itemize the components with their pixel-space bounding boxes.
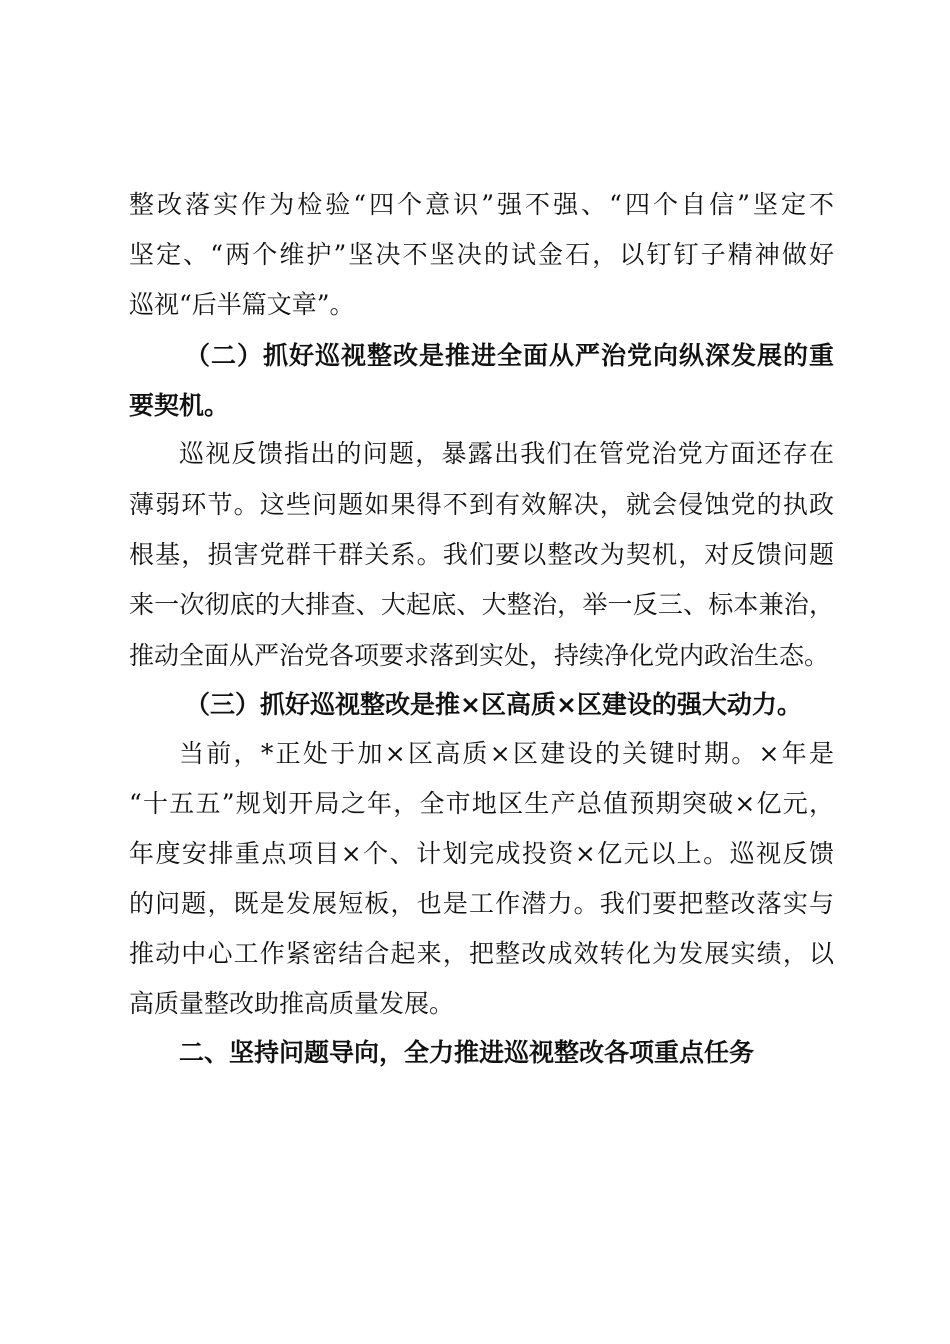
body-text-line: 巡视反馈指出的问题，暴露出我们在管党治党方面还存在 [179, 439, 834, 468]
body-text-line: “十五五”规划开局之年，全市地区生产总值预期突破×亿元， [129, 789, 834, 818]
body-text-line: 来一次彻底的大排查、大起底、大整治，举一反三、标本兼治， [129, 590, 834, 619]
body-text-line: 推动全面从严治党各项要求落到实处，持续净化党内政治生态。 [129, 641, 830, 670]
body-text-line: 当前，*正处于加×区高质×区建设的关键时期。×年是 [179, 739, 834, 768]
section-heading-2: 二、坚持问题导向，全力推进巡视整改各项重点任务 [179, 1038, 755, 1067]
subheading-3: （三）抓好巡视整改是推×区高质×区建设的强大动力。 [185, 690, 802, 719]
body-text-line: 整改落实作为检验“四个意识”强不强、“四个自信”坚定不 [129, 190, 834, 219]
subheading-2: （二）抓好巡视整改是推进全面从严治党向纵深发展的重 [185, 341, 834, 370]
body-text-line: 巡视“后半篇文章”。 [129, 290, 355, 319]
body-text-line: 年度安排重点项目×个、计划完成投资×亿元以上。巡视反馈 [129, 839, 834, 868]
body-text-line: 的问题，既是发展短板，也是工作潜力。我们要把整改落实与 [129, 889, 834, 918]
body-text-line: 高质量整改助推高质量发展。 [129, 989, 455, 1018]
body-text-line: 薄弱环节。这些问题如果得不到有效解决，就会侵蚀党的执政 [129, 490, 834, 519]
body-text-line: 坚定、“两个维护”坚决不坚决的试金石，以钉钉子精神做好 [129, 240, 834, 269]
body-text-line: 根基，损害党群干群关系。我们要以整改为契机，对反馈问题 [129, 540, 834, 569]
subheading-2-continued: 要契机。 [129, 391, 230, 420]
body-text-line: 推动中心工作紧密结合起来，把整改成效转化为发展实绩，以 [129, 939, 834, 968]
